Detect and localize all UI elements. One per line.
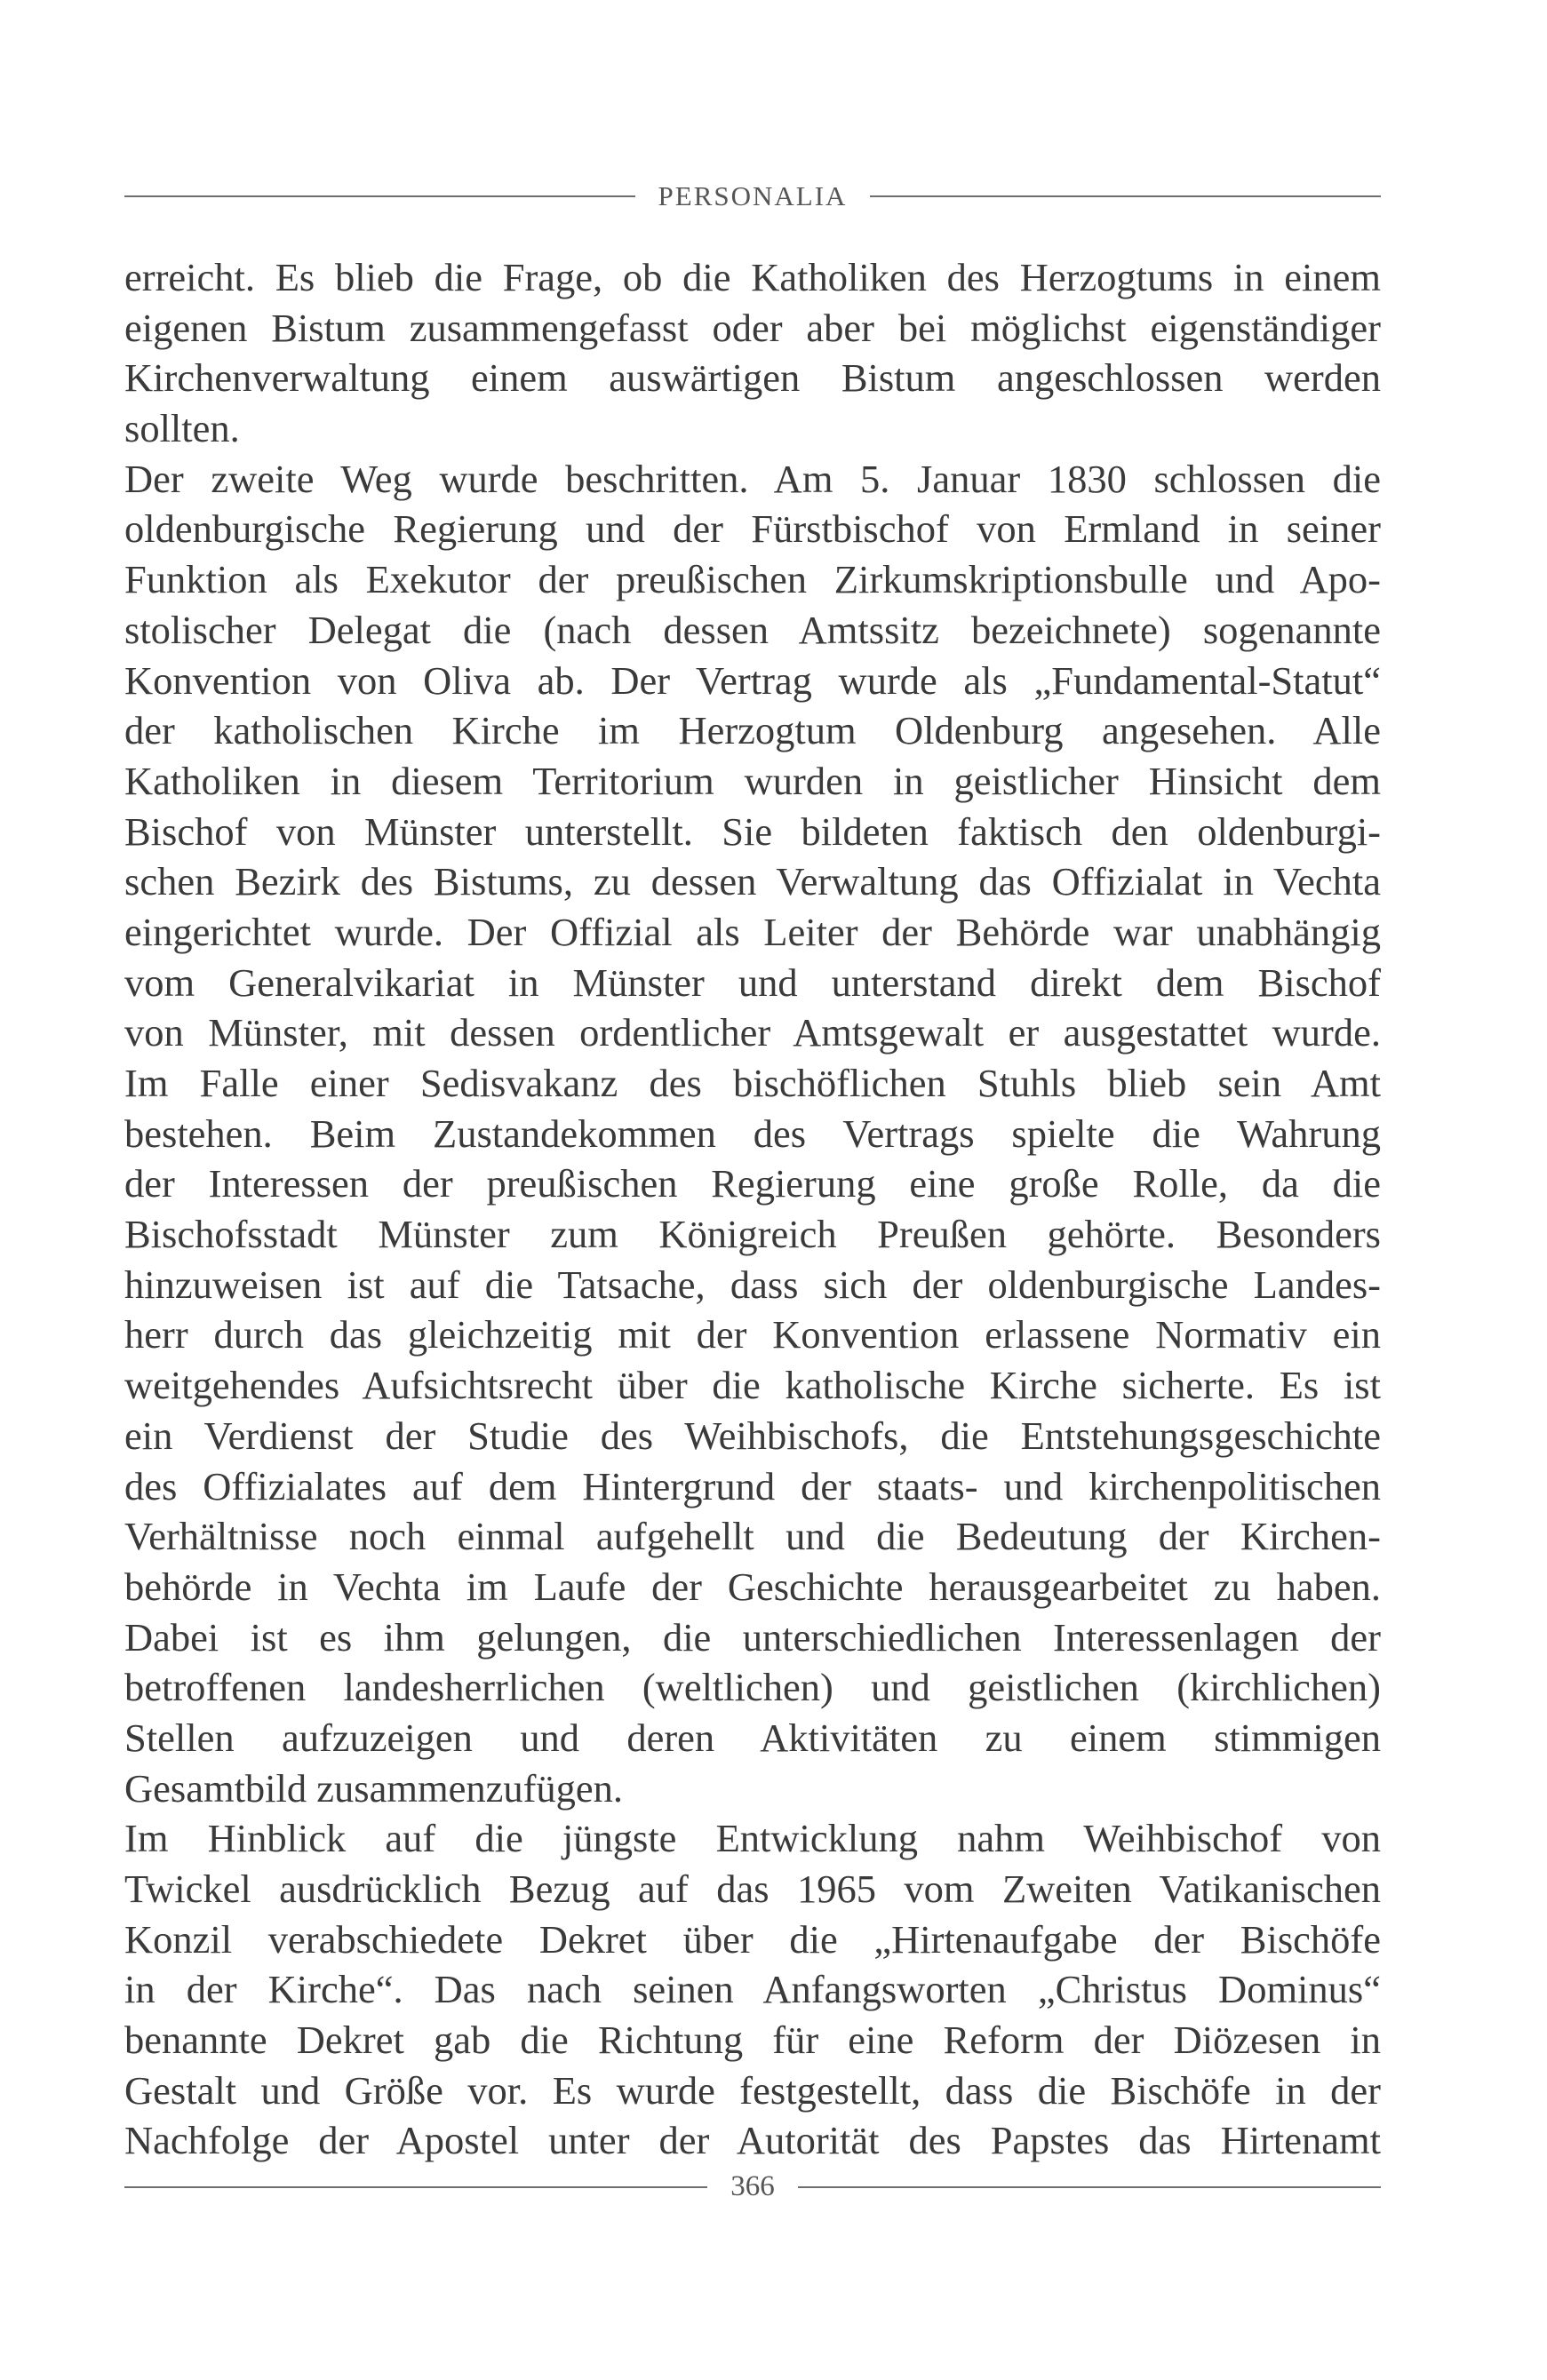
page-number: 366: [730, 2170, 775, 2202]
text-line: Bischof von Münster unterstellt. Sie bildeten faktisch den oldenburgi-: [124, 808, 1381, 854]
body-text: [124, 252, 1381, 2166]
text-line: erreicht. Es blieb die Frage, ob die Katholiken des Herzogtums in einem: [124, 255, 1381, 299]
text-line: herr durch das gleichzeitig mit der Konvention erlassene Normativ ein: [124, 1312, 1381, 1357]
text-line: oldenburgische Regierung und der Fürstbischof von Ermland in seiner: [124, 506, 1381, 552]
footer-rule-right: [798, 2186, 1381, 2188]
text-line: eingerichtet wurde. Der Offizial als Leiter der Behörde war unabhängig: [124, 909, 1381, 954]
text-line: Nachfolge der Apostel unter der Autorität des Papstes das Hirtenamt: [124, 2118, 1381, 2163]
text-line: Im Hinblick auf die jüngste Entwicklung nahm Weihbischof von: [124, 1816, 1381, 1861]
text-line: eigenen Bistum zusammengefasst oder aber bei möglichst eigenständiger: [124, 305, 1381, 350]
header-rule-right: [870, 195, 1381, 197]
text-line: betroffenen landesherrlichen (weltlichen) und geistlichen (kirchlichen): [124, 1665, 1381, 1710]
text-line: der Interessen der preußischen Regierung eine große Rolle, da die: [124, 1161, 1381, 1206]
text-line: bestehen. Beim Zustandekommen des Vertrags spielte die Wahrung: [124, 1110, 1381, 1156]
text-line: Twickel ausdrücklich Bezug auf das 1965 vom Zweiten Vatikanischen: [124, 1867, 1381, 1911]
text-line: Gesamtbild zusammenzufügen.: [124, 1765, 624, 1811]
text-line: Stellen aufzuzeigen und deren Aktivitäten zu einem stimmigen: [124, 1715, 1381, 1760]
text-line: Bischofsstadt Münster zum Königreich Preußen gehörte. Besonders: [124, 1212, 1381, 1257]
text-line: Der zweite Weg wurde beschritten. Am 5. Januar 1830 schlossen die: [124, 456, 1381, 501]
text-line: in der Kirche“. Das nach seinen Anfangsworten „Christus Dominus“: [124, 1967, 1381, 2012]
text-line: sollten.: [124, 406, 240, 451]
running-header-title: PERSONALIA: [658, 180, 848, 211]
text-line: Kirchenverwaltung einem auswärtigen Bistum angeschlossen werden: [124, 355, 1381, 401]
text-line: benannte Dekret gab die Richtung für eine Reform der Diözesen in: [124, 2018, 1381, 2063]
text-line: Gestalt und Größe vor. Es wurde festgestellt, dass die Bischöfe in der: [124, 2067, 1381, 2113]
text-line: Im Falle einer Sedisvakanz des bischöflichen Stuhls blieb sein Amt: [124, 1061, 1381, 1105]
text-line: vom Generalvikariat in Münster und unterstand direkt dem Bischof: [124, 959, 1381, 1005]
text-line: des Offizialates auf dem Hintergrund der staats- und kirchenpolitischen: [124, 1463, 1381, 1508]
text-line: Funktion als Exekutor der preußischen Zirkumskriptionsbulle und Apo-: [124, 557, 1381, 602]
text-line: stolischer Delegat die (nach dessen Amtssitz bezeichnete) sogenannte: [124, 607, 1381, 652]
text-line: weitgehendes Aufsichtsrecht über die katholische Kirche sicherte. Es ist: [124, 1363, 1381, 1408]
running-footer: [124, 2172, 1381, 2201]
text-line: Konzil verabschiedete Dekret über die „Hirtenaufgabe der Bischöfe: [124, 1916, 1381, 1962]
footer-rule-left: [124, 2186, 707, 2188]
header-rule-left: [124, 195, 635, 197]
text-line: Katholiken in diesem Territorium wurden in geistlicher Hinsicht dem: [124, 758, 1381, 803]
text-line: der katholischen Kirche im Herzogtum Oldenburg angesehen. Alle: [124, 708, 1381, 753]
text-line: von Münster, mit dessen ordentlicher Amtsgewalt er ausgestattet wurde.: [124, 1010, 1381, 1055]
text-line: hinzuweisen ist auf die Tatsache, dass sich der oldenburgische Landes-: [124, 1262, 1381, 1307]
text-line: Dabei ist es ihm gelungen, die unterschiedlichen Interessenlagen der: [124, 1614, 1381, 1660]
text-line: Verhältnisse noch einmal aufgehellt und die Bedeutung der Kirchen-: [124, 1514, 1381, 1559]
text-line: Konvention von Oliva ab. Der Vertrag wurde als „Fundamental-Statut“: [124, 657, 1381, 703]
text-line: schen Bezirk des Bistums, zu dessen Verwaltung das Offizialat in Vechta: [124, 859, 1381, 904]
text-line: ein Verdienst der Studie des Weihbischofs, die Entstehungsgeschichte: [124, 1413, 1381, 1458]
running-header: [124, 182, 1381, 210]
text-line: behörde in Vechta im Laufe der Geschichte herausgearbeitet zu haben.: [124, 1564, 1381, 1609]
